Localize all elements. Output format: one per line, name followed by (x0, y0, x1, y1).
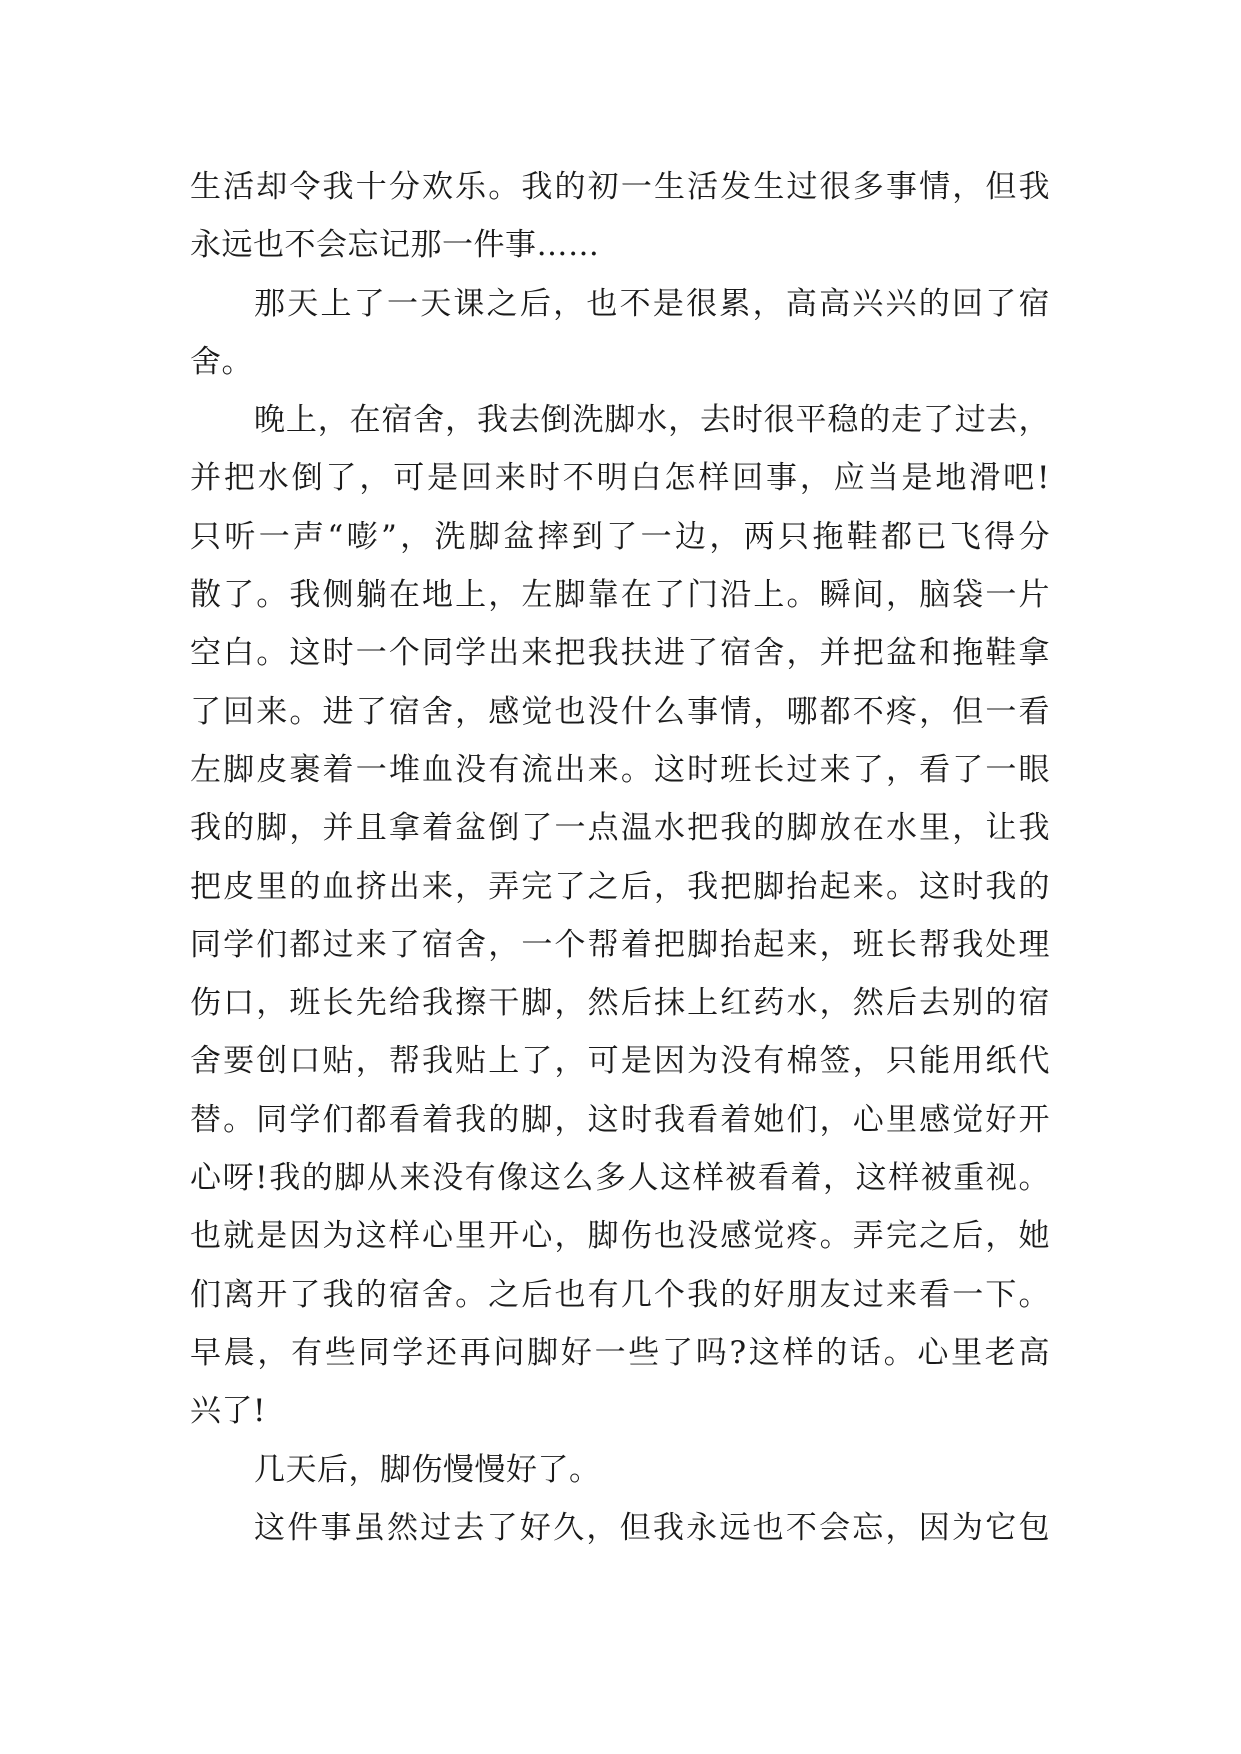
text-line: 几天后，脚伤慢慢好了。 (254, 1451, 601, 1488)
text-line: 把皮里的血挤出来，弄完了之后，我把脚抬起来。这时我的 (190, 868, 1050, 905)
text-line: 并把水倒了，可是回来时不明白怎样回事，应当是地滑吧! (190, 460, 1050, 497)
text-line: 舍要创口贴，帮我贴上了，可是因为没有棉签，只能用纸代 (190, 1043, 1050, 1080)
text-line: 同学们都过来了宿舍，一个帮着把脚抬起来，班长帮我处理 (190, 926, 1050, 963)
text-line: 兴了! (190, 1393, 266, 1430)
text-line: 心呀!我的脚从来没有像这么多人这样被看着，这样被重视。 (190, 1160, 1050, 1197)
text-line: 只听一声“嘭”，洗脚盆摔到了一边，两只拖鞋都已飞得分 (190, 518, 1050, 555)
text-line: 早晨，有些同学还再问脚好一些了吗?这样的话。心里老高 (190, 1334, 1050, 1371)
text-line: 散了。我侧躺在地上，左脚靠在了门沿上。瞬间，脑袋一片 (190, 577, 1050, 614)
text-line: 生活却令我十分欢乐。我的初一生活发生过很多事情，但我 (190, 169, 1050, 205)
text-line: 左脚皮裹着一堆血没有流出来。这时班长过来了，看了一眼 (190, 751, 1050, 788)
text-line: 了回来。进了宿舍，感觉也没什么事情，哪都不疼，但一看 (190, 693, 1050, 730)
text-line: 这件事虽然过去了好久，但我永远也不会忘，因为它包 (254, 1509, 1050, 1546)
text-line: 也就是因为这样心里开心，脚伤也没感觉疼。弄完之后，她 (190, 1218, 1050, 1255)
text-line: 我的脚，并且拿着盆倒了一点温水把我的脚放在水里，让我 (190, 810, 1050, 847)
text-line: 那天上了一天课之后，也不是很累，高高兴兴的回了宿 (254, 285, 1050, 322)
text-line: 舍。 (190, 343, 253, 380)
text-line: 永远也不会忘记那一件事…… (190, 227, 600, 264)
essay-text (190, 158, 1050, 1557)
text-line: 替。同学们都看着我的脚，这时我看着她们，心里感觉好开 (190, 1101, 1050, 1138)
text-line: 伤口，班长先给我擦干脚，然后抹上红药水，然后去别的宿 (190, 985, 1050, 1022)
text-line: 空白。这时一个同学出来把我扶进了宿舍，并把盆和拖鞋拿 (190, 635, 1050, 672)
text-line: 晚上，在宿舍，我去倒洗脚水，去时很平稳的走了过去， (254, 402, 1050, 439)
text-line: 们离开了我的宿舍。之后也有几个我的好朋友过来看一下。 (190, 1276, 1050, 1313)
